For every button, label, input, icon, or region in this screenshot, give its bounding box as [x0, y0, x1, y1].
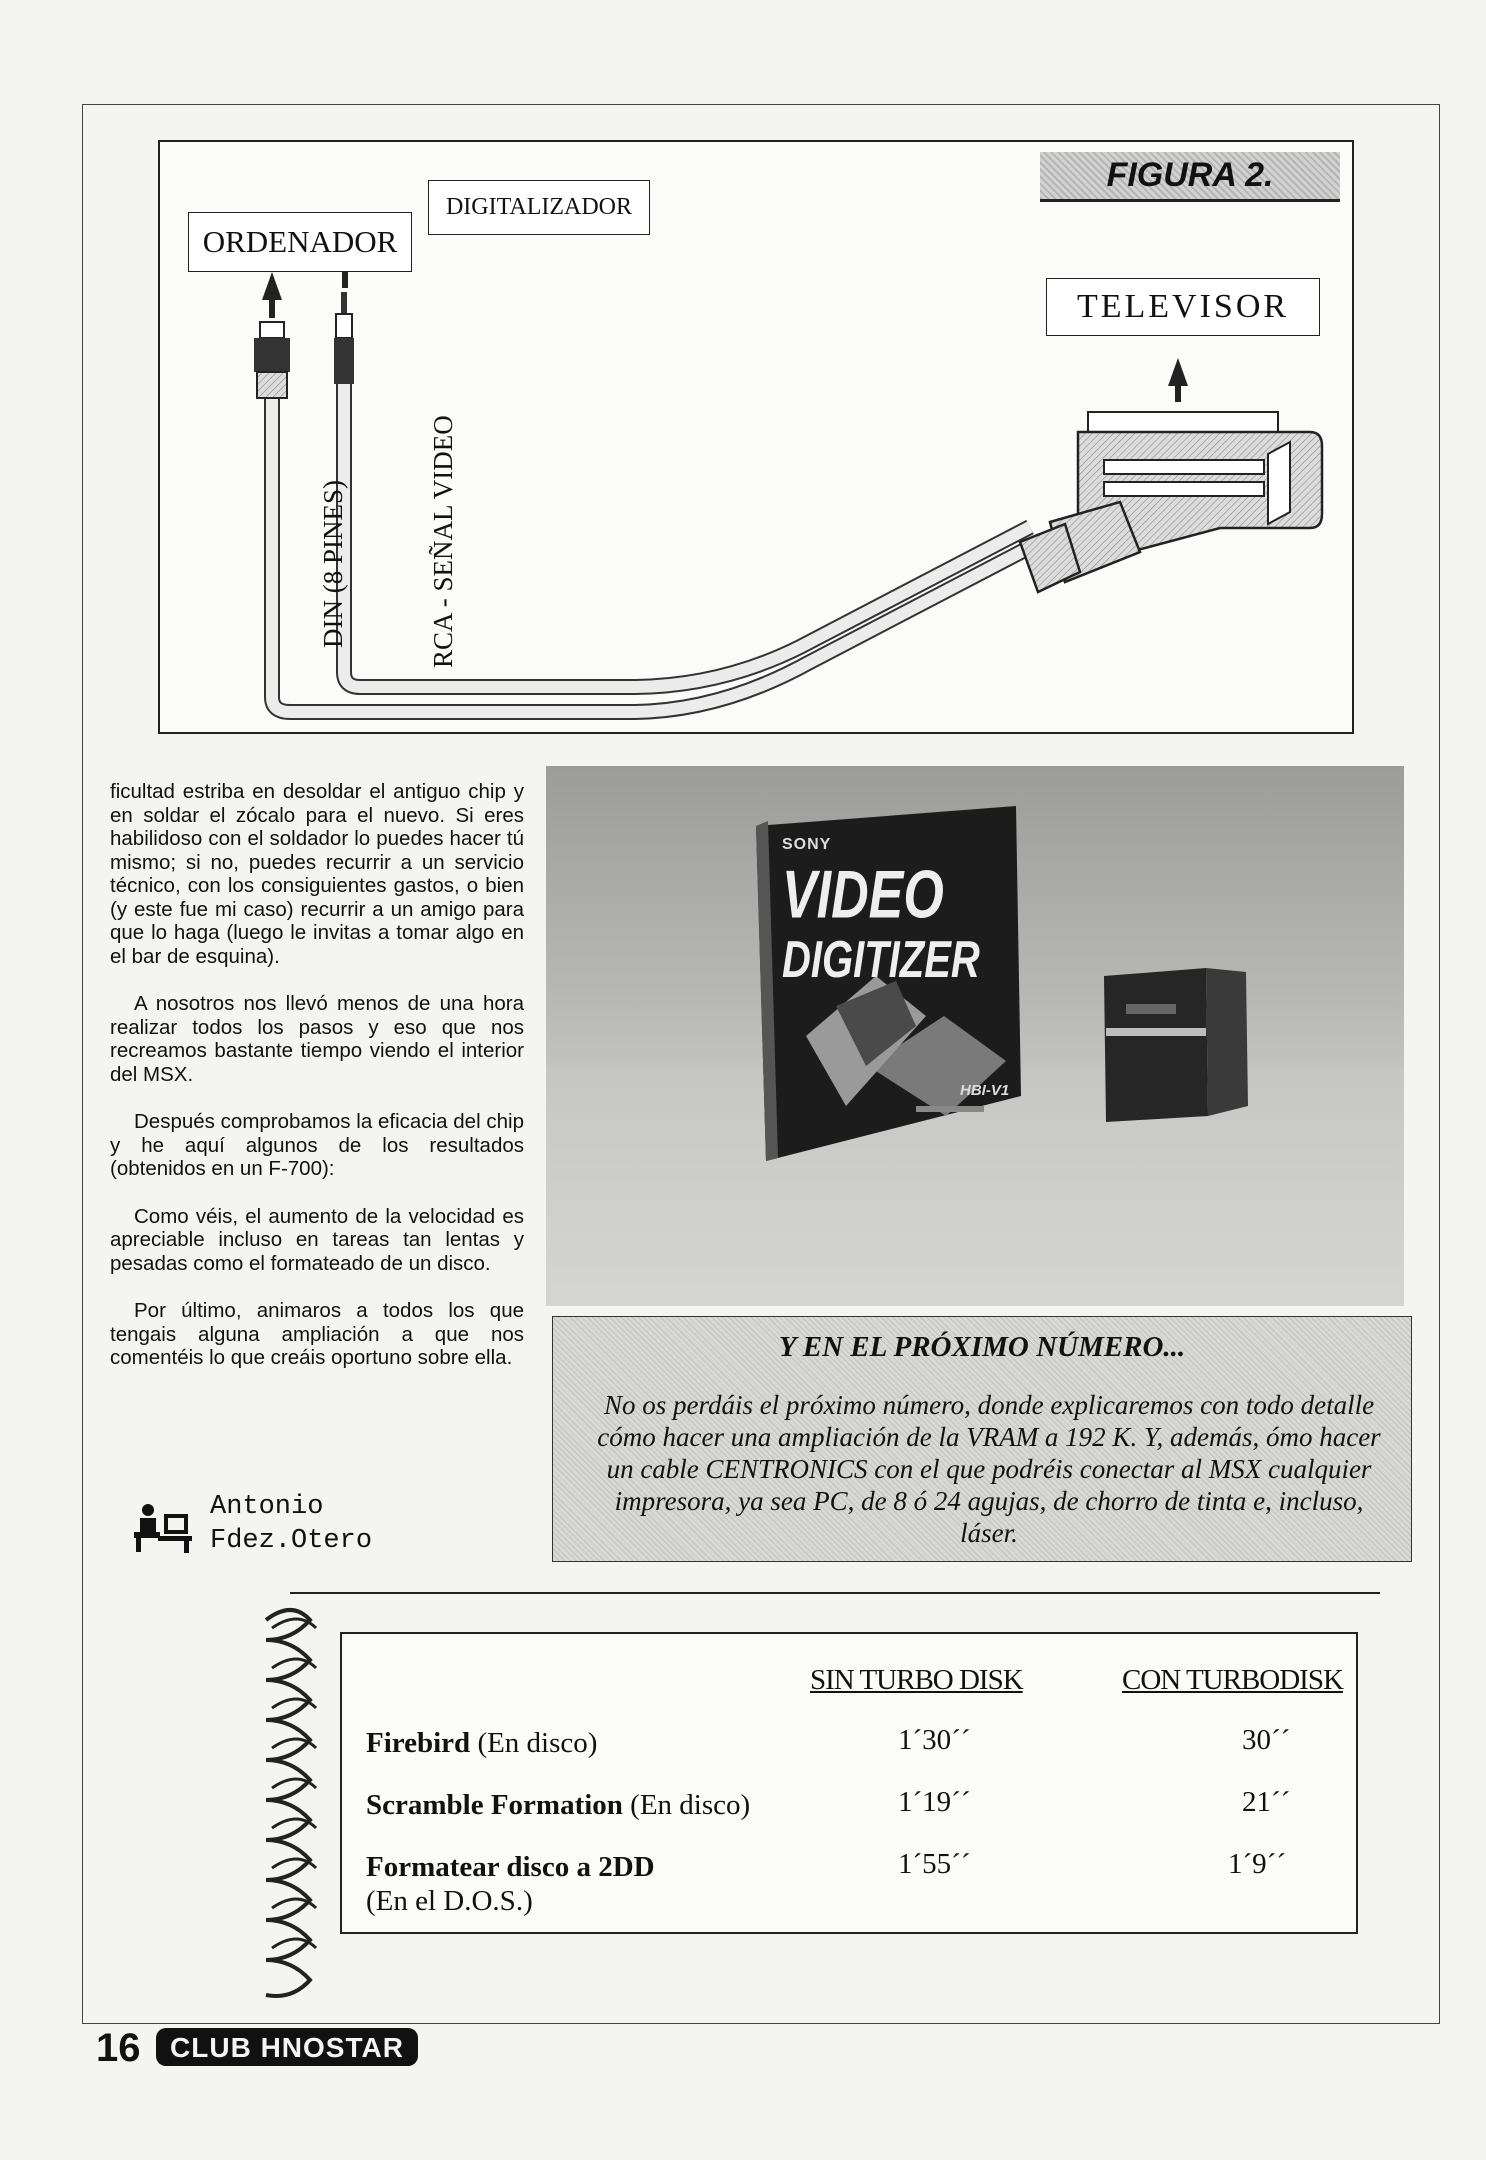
table-header-con-turbo: CON TURBODISK [1122, 1664, 1343, 1696]
next-issue-title: Y EN EL PRÓXIMO NÚMERO... [778, 1331, 1186, 1363]
label-din-cable: DIN (8 PINES) [318, 480, 348, 648]
row-sin-value: 1´30´´ [898, 1724, 971, 1756]
box-brand: SONY [782, 836, 832, 853]
box-title-1: VIDEO [782, 857, 944, 933]
table-row [366, 1788, 750, 1822]
figure-title-text: FIGURA 2. [1106, 156, 1274, 194]
article-paragraph: Por último, animaros a todos los que tengais alguna ampliación a que nos comentéis lo que creáis oportuno sobre ella. [110, 1299, 524, 1369]
spiral-binding-icon [252, 1600, 324, 2000]
row-con-value: 1´9´´ [1228, 1848, 1286, 1880]
box-model: HBI-V1 [960, 1082, 1010, 1099]
row-note: (En disco) [630, 1789, 751, 1821]
article-paragraph: ficultad estriba en desoldar el antiguo chip y en soldar el zócalo para el nuevo. Si eres habilidoso con el soldador lo puedes hacer tú mismo; si no, puedes recurrir a un servicio técnico, con los consiguientes gastos, o bien (y este fue mi caso) recurrir a un amigo para que lo haga (luego le invitas a tomar algo en el bar de esquina). [110, 780, 524, 968]
author-computer-icon [130, 1502, 194, 1554]
next-issue-text: No os perdáis el próximo número, donde explicaremos con todo detalle cómo hacer una ampliación de la VRAM a 192 K. Y, además, ómo hacer un cable CENTRONICS con el que podréis conectar al MSX cualquier impresora, ya sea PC, de 8 ó 24 agujas, de chorro de tinta e, incluso, láser. [597, 1390, 1381, 1548]
magazine-logo [156, 2020, 418, 2072]
video-digitizer-photo-icon [546, 766, 1404, 1306]
label-rca-cable: RCA - SEÑAL VIDEO [428, 415, 458, 668]
product-photo [546, 766, 1404, 1306]
row-con-value: 21´´ [1242, 1786, 1291, 1818]
row-con-value: 30´´ [1242, 1724, 1291, 1756]
club-hnostar-logo-icon [156, 2020, 418, 2072]
label-televisor: TELEVISOR [1046, 278, 1320, 336]
row-note: (En el D.O.S.) [366, 1885, 533, 1917]
label-digitalizador: DIGITALIZADOR [428, 180, 650, 235]
row-name: Firebird [366, 1727, 471, 1759]
figure-title [1040, 152, 1340, 202]
article-paragraph: Como véis, el aumento de la velocidad es apreciable incluso en tareas tan lentas y pesadas como el formateado de un disco. [110, 1204, 524, 1275]
row-name: Formatear disco a 2DD [366, 1851, 655, 1883]
row-sin-value: 1´19´´ [898, 1786, 971, 1818]
label-ordenador: ORDENADOR [188, 212, 412, 272]
row-name: Scramble Formation [366, 1789, 623, 1821]
table-row [366, 1850, 655, 1918]
table-row [366, 1726, 597, 1760]
box-title-2: DIGITIZER [782, 931, 980, 989]
article-paragraph: A nosotros nos llevó menos de una hora realizar todos los pasos y eso que nos recreamos bastante tiempo viendo el interior del MSX. [110, 992, 524, 1086]
article-text [110, 780, 524, 1394]
results-table [340, 1632, 1358, 1934]
row-note: (En disco) [477, 1727, 598, 1759]
page-number: 16 [96, 2026, 141, 2070]
magazine-logo-text: CLUB HNOSTAR [170, 2032, 404, 2063]
article-paragraph: Después comprobamos la eficacia del chip y he aquí algunos de los resultados (obtenidos en un F-700): [110, 1110, 524, 1180]
table-top-rule [290, 1592, 1380, 1594]
author-name: Antonio Fdez.Otero [210, 1492, 373, 1556]
table-header-sin-turbo: SIN TURBO DISK [810, 1664, 1023, 1696]
row-sin-value: 1´55´´ [898, 1848, 971, 1880]
next-issue-box [552, 1316, 1412, 1562]
